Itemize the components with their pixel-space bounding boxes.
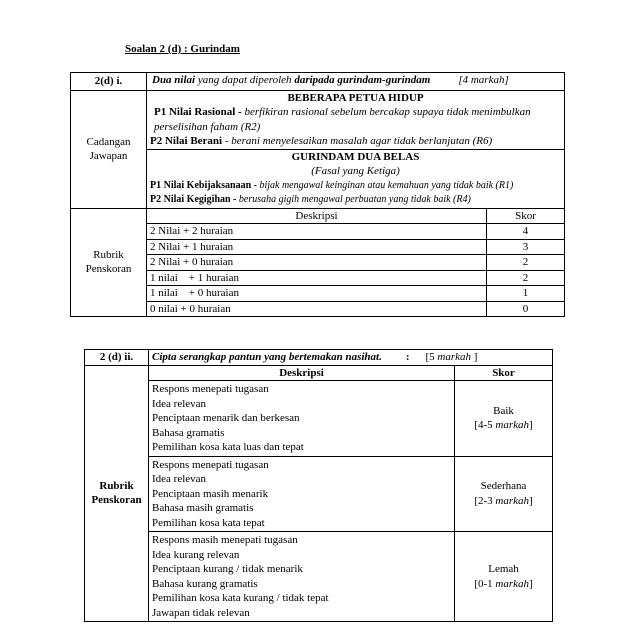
band-score-word: markah (495, 577, 530, 590)
band-line: Penciptaan menarik dan berkesan (152, 412, 300, 424)
band-row-baik (85, 381, 553, 457)
band-line: Pemilihan kosa kata kurang / tidak tepat (152, 592, 329, 604)
band-line: Bahasa gramatis (152, 426, 225, 439)
band-score-word: markah (495, 419, 530, 432)
rubric-header-score: Skor (487, 208, 565, 224)
section-1-p1 (150, 105, 561, 134)
rubric-row-score: 3 (487, 239, 565, 255)
band-line: Idea relevan (152, 397, 207, 410)
band-line: Penciptaan kurang / tidak menarik (152, 563, 303, 575)
question-2-marks-suffix: ] (471, 351, 478, 363)
band-baik-score (455, 381, 553, 457)
question-2-marks-word: markah (437, 351, 472, 363)
section-2-p1-text: bijak mengawal keinginan atau kemahuan yang tidak baik (R1) (256, 179, 514, 191)
section-1-p2-label: P2 Nilai Berani (150, 135, 223, 147)
question-2-table (84, 349, 553, 622)
rubric-label: Rubrik Penskoran (71, 208, 147, 317)
band-score-range-num: [4-5 (474, 419, 496, 432)
question-1-mid: yang dapat diperoleh (195, 74, 295, 86)
question-1-table (70, 72, 565, 317)
cadangan-label: Cadangan Jawapan (71, 90, 147, 208)
band-score-name: Baik (493, 404, 514, 417)
band-score-name: Lemah (488, 563, 519, 575)
rubric-row-desc: 2 Nilai + 1 huraian (147, 239, 487, 255)
question-2-question: Cipta serangkap pantun yang bertemakan nasihat. (152, 351, 382, 363)
question-1-text (147, 73, 565, 91)
band-line: Bahasa kurang gramatis (152, 577, 258, 590)
question-2-row (85, 350, 553, 366)
band-line: Idea relevan (152, 473, 207, 485)
section-1-p1-label: P1 Nilai Rasional - (154, 106, 242, 118)
band-score-range (458, 418, 549, 433)
section-1-heading: BEBERAPA PETUA HIDUP (287, 91, 424, 104)
section-2-cell (147, 149, 565, 208)
band-line: Respons masih menepati tugasan (152, 534, 298, 546)
section-2-heading: GURINDAM DUA BELAS (291, 150, 420, 163)
band-score-range-num: [2-3 (474, 494, 496, 507)
section-2-subheading: (Fasal yang Ketiga) (311, 165, 400, 177)
band-sederhana-desc (149, 456, 455, 532)
rubric-2-header-score: Skor (455, 365, 553, 381)
band-sederhana-score (455, 456, 553, 532)
question-2-text (149, 350, 553, 366)
band-score-end: ] (529, 577, 533, 590)
band-score-range (458, 577, 549, 592)
section-2-p2-label: P2 Nilai Kegigihan - (150, 194, 237, 205)
rubric-row-desc: 1 nilai + 1 huraian (147, 270, 487, 286)
band-line: Respons menepati tugasan (152, 458, 269, 471)
rubric-2-label-line-2: Penskoran (91, 494, 142, 507)
band-row-sederhana (85, 456, 553, 532)
rubric-row-score: 0 (487, 301, 565, 317)
question-2-marks-prefix: [5 (425, 351, 438, 363)
band-line: Pemilihan kosa kata luas dan tepat (152, 441, 304, 453)
rubric-header-row (71, 208, 565, 224)
section-1-p2-text: - berani menyelesaikan masalah agar tidak berlanjutan (R6) (222, 135, 493, 147)
rubric-header-desc: Deskripsi (147, 208, 487, 224)
question-1-marks: [4 markah] (458, 74, 509, 86)
rubric-row-score: 1 (487, 286, 565, 302)
rubric-row-score: 2 (487, 270, 565, 286)
cadangan-row-1 (71, 90, 565, 149)
rubric-row-desc: 0 nilai + 0 huraian (147, 301, 487, 317)
question-1-row (71, 73, 565, 91)
band-row-lemah (85, 532, 553, 622)
rubric-row-desc: 2 Nilai + 2 huraian (147, 224, 487, 240)
band-line: Pemilihan kosa kata tepat (152, 516, 265, 529)
section-1-cell (147, 90, 565, 149)
question-2-number: 2 (d) ii. (85, 350, 149, 366)
band-score-word: markah (495, 494, 530, 507)
band-score-end: ] (529, 419, 533, 432)
band-lemah-score (455, 532, 553, 622)
band-line: Bahasa masih gramatis (152, 502, 254, 514)
band-line: Jawapan tidak relevan (152, 606, 250, 619)
rubric-row-score: 4 (487, 224, 565, 240)
band-score-range-num: [0-1 (474, 577, 496, 590)
band-score-range (458, 494, 549, 509)
band-line: Respons menepati tugasan (152, 383, 269, 395)
section-1-p2 (150, 134, 561, 149)
band-line: Idea kurang relevan (152, 548, 240, 561)
page-title: Soalan 2 (d) : Gurindam (125, 43, 240, 55)
band-baik-desc (149, 381, 455, 457)
rubric-2-header-row (85, 365, 553, 381)
rubric-row-desc: 2 Nilai + 0 huraian (147, 255, 487, 271)
rubric-row-score: 2 (487, 255, 565, 271)
question-2-colon: : (405, 351, 410, 363)
section-2-p1-label: P1 Nilai Kebijaksanaan - (150, 179, 257, 191)
section-2-p1 (150, 179, 561, 194)
band-line: Penciptaan masih menarik (152, 487, 269, 500)
band-score-end: ] (529, 494, 533, 507)
rubric-2-header-desc: Deskripsi (149, 365, 455, 381)
section-2-p2-text: berusaha gigih mengawal perbuatan yang tidak baik (R4) (236, 194, 471, 205)
band-score-name: Sederhana (480, 480, 527, 493)
question-1-number: 2(d) i. (71, 73, 147, 91)
section-2-p2 (150, 193, 561, 208)
question-1-bold: Dua nilai (152, 74, 196, 86)
question-1-bold2: daripada gurindam-gurindam (294, 74, 431, 86)
rubric-2-label (85, 365, 149, 622)
band-lemah-desc (149, 532, 455, 622)
section-1-p1-text: berfikiran rasional sebelum bercakap supaya tidak menimbulkan perselisihan faham (R2) (154, 106, 531, 133)
rubric-2-label-line-1: Rubrik (99, 479, 134, 492)
rubric-row-desc: 1 nilai + 0 huraian (147, 286, 487, 302)
